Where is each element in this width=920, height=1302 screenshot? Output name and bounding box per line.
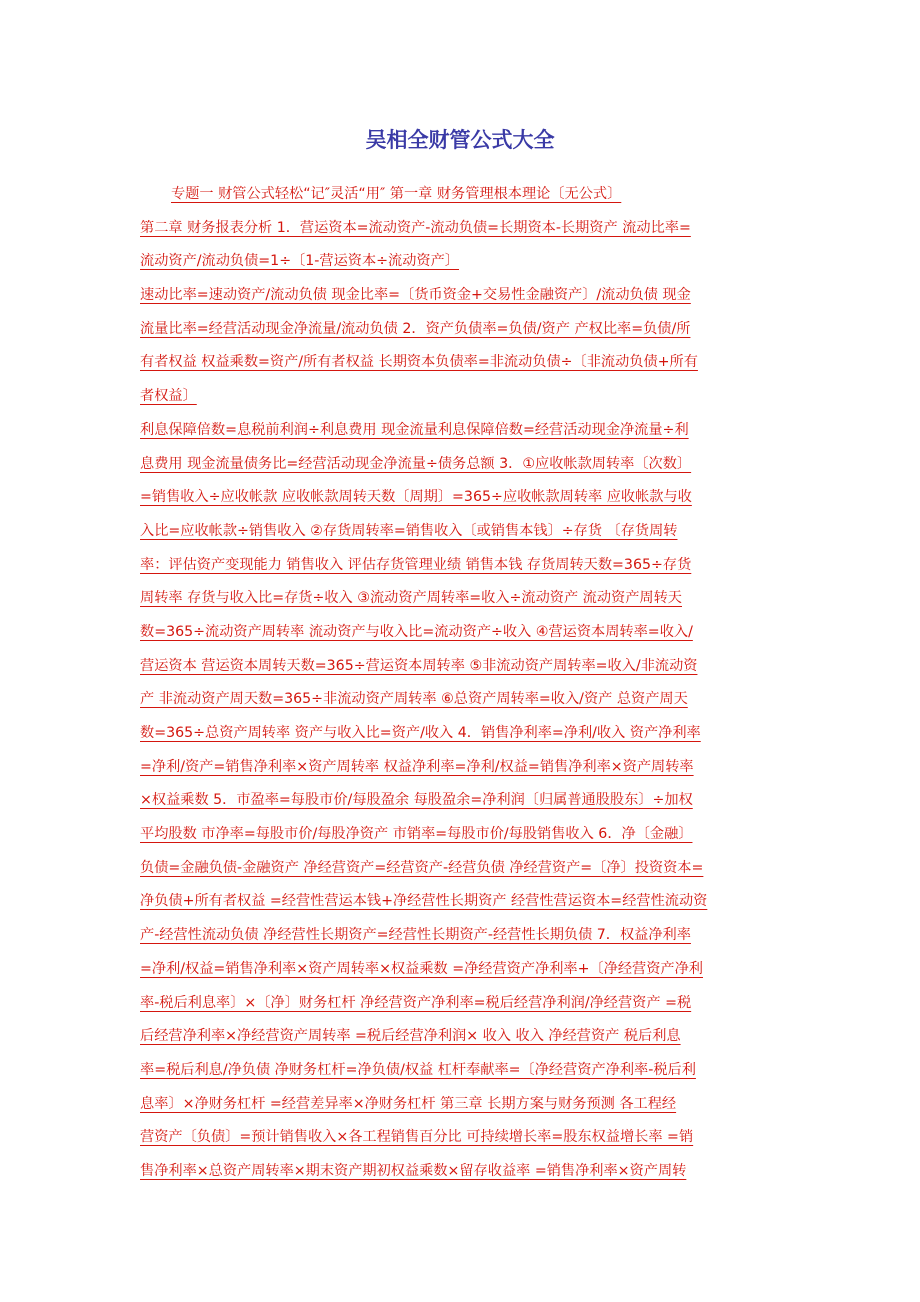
text-line[interactable]: 率：评估资产变现能力 销售收入 评估存货管理业绩 销售本钱 存货周转天数=365÷存货 [140,556,692,573]
text-line[interactable]: =净利/权益=销售净利率×资产周转率×权益乘数 =净经营资产净利率+〔净经营资产净利 [140,960,703,977]
text-line[interactable]: 专题一 财管公式轻松“记″灵活“用″ 第一章 财务管理根本理论〔无公式〕 [171,186,622,202]
text-line[interactable]: 有者权益 权益乘数=资产/所有者权益 长期资本负债率=非流动负债÷〔非流动负债+所有 [140,354,698,371]
text-line[interactable]: 流量比率=经营活动现金净流量/流动负债 2．资产负债率=负债/资产 产权比率=负债/所 [140,320,691,337]
text-line[interactable]: 后经营净利率×净经营资产周转率 =税后经营净利润× 收入 收入 净经营资产 税后利息 [140,1028,681,1045]
text-line[interactable]: =净利/资产=销售净利率×资产周转率 权益净利率=净利/权益=销售净利率×资产周转率 [140,758,694,775]
text-line[interactable]: 净负债+所有者权益 =经营性营运本钱+净经营性长期资产 经营性营运资本=经营性流动资 [140,893,708,910]
text-line[interactable]: 入比=应收帐款÷销售收入 ②存货周转率=销售收入〔或销售本钱〕÷存货 〔存货周转 [140,522,678,539]
text-line[interactable]: 平均股数 市净率=每股市价/每股净资产 市销率=每股市价/每股销售收入 6．净〔金融〕 [140,826,693,843]
text-line[interactable]: 售净利率×总资产周转率×期末资产期初权益乘数×留存收益率 =销售净利率×资产周转 [140,1162,687,1179]
text-line[interactable]: 速动比率=速动资产/流动负债 现金比率=〔货币资金+交易性金融资产〕/流动负债 现金 [140,287,691,304]
text-line[interactable]: 流动资产/流动负债=1÷〔1-营运资本÷流动资产〕 [140,253,459,270]
text-line[interactable]: 数=365÷总资产周转率 资产与收入比=资产/收入 4．销售净利率=净利/收入 资产净利率 [140,725,701,741]
text-line[interactable]: 息率〕×净财务杠杆 =经营差异率×净财务杠杆 第三章 长期方案与财务预测 各工程经 [140,1095,677,1112]
document-body [140,178,780,1189]
text-line[interactable]: 第二章 财务报表分析 1．营运资本=流动资产-流动负债=长期资本-长期资产 流动比率= [140,219,691,236]
text-line[interactable]: 周转率 存货与收入比=存货÷收入 ③流动资产周转率=收入÷流动资产 流动资产周转天 [140,590,682,607]
text-line[interactable]: 息费用 现金流量债务比=经营活动现金净流量÷债务总额 3．①应收帐款周转率〔次数〕 [140,455,692,472]
text-line[interactable]: 率=税后利息/净负债 净财务杠杆=净负债/权益 杠杆奉献率=〔净经营资产净利率-税后利 [140,1061,696,1078]
text-line[interactable]: 者权益〕 [140,388,197,405]
text-line[interactable]: =销售收入÷应收帐款 应收帐款周转天数〔周期〕=365÷应收帐款周转率 应收帐款与收 [140,489,692,506]
text-line[interactable]: 产 非流动资产周天数=365÷非流动资产周转率 ⑥总资产周转率=收入/资产 总资产周天 [140,691,688,708]
text-line[interactable]: 产-经营性流动负债 净经营性长期资产=经营性长期资产-经营性长期负债 7．权益净利率 [140,927,691,944]
document-title: 吴相全财管公式大全 [365,128,555,152]
text-line[interactable]: 率-税后利息率〕×〔净〕财务杠杆 净经营资产净利率=税后经营净利润/净经营资产 =税 [140,994,692,1011]
text-line[interactable]: 负债=金融负债-金融资产 净经营资产=经营资产-经营负债 净经营资产=〔净〕投资资本= [140,859,704,876]
text-line[interactable]: 营资产〔负债〕=预计销售收入×各工程销售百分比 可持续增长率=股东权益增长率 =销 [140,1129,694,1146]
text-line[interactable]: 利息保障倍数=息税前利润÷利息费用 现金流量利息保障倍数=经营活动现金净流量÷利 [140,421,689,438]
text-line[interactable]: ×权益乘数 5．市盈率=每股市价/每股盈余 每股盈余=净利润〔归属普通股股东〕÷加权 [140,792,693,809]
text-line[interactable]: 数=365÷流动资产周转率 流动资产与收入比=流动资产÷收入 ④营运资本周转率=收入/ [140,623,693,640]
text-line[interactable]: 营运资本 营运资本周转天数=365÷营运资本周转率 ⑤非流动资产周转率=收入/非流动资 [140,657,698,674]
